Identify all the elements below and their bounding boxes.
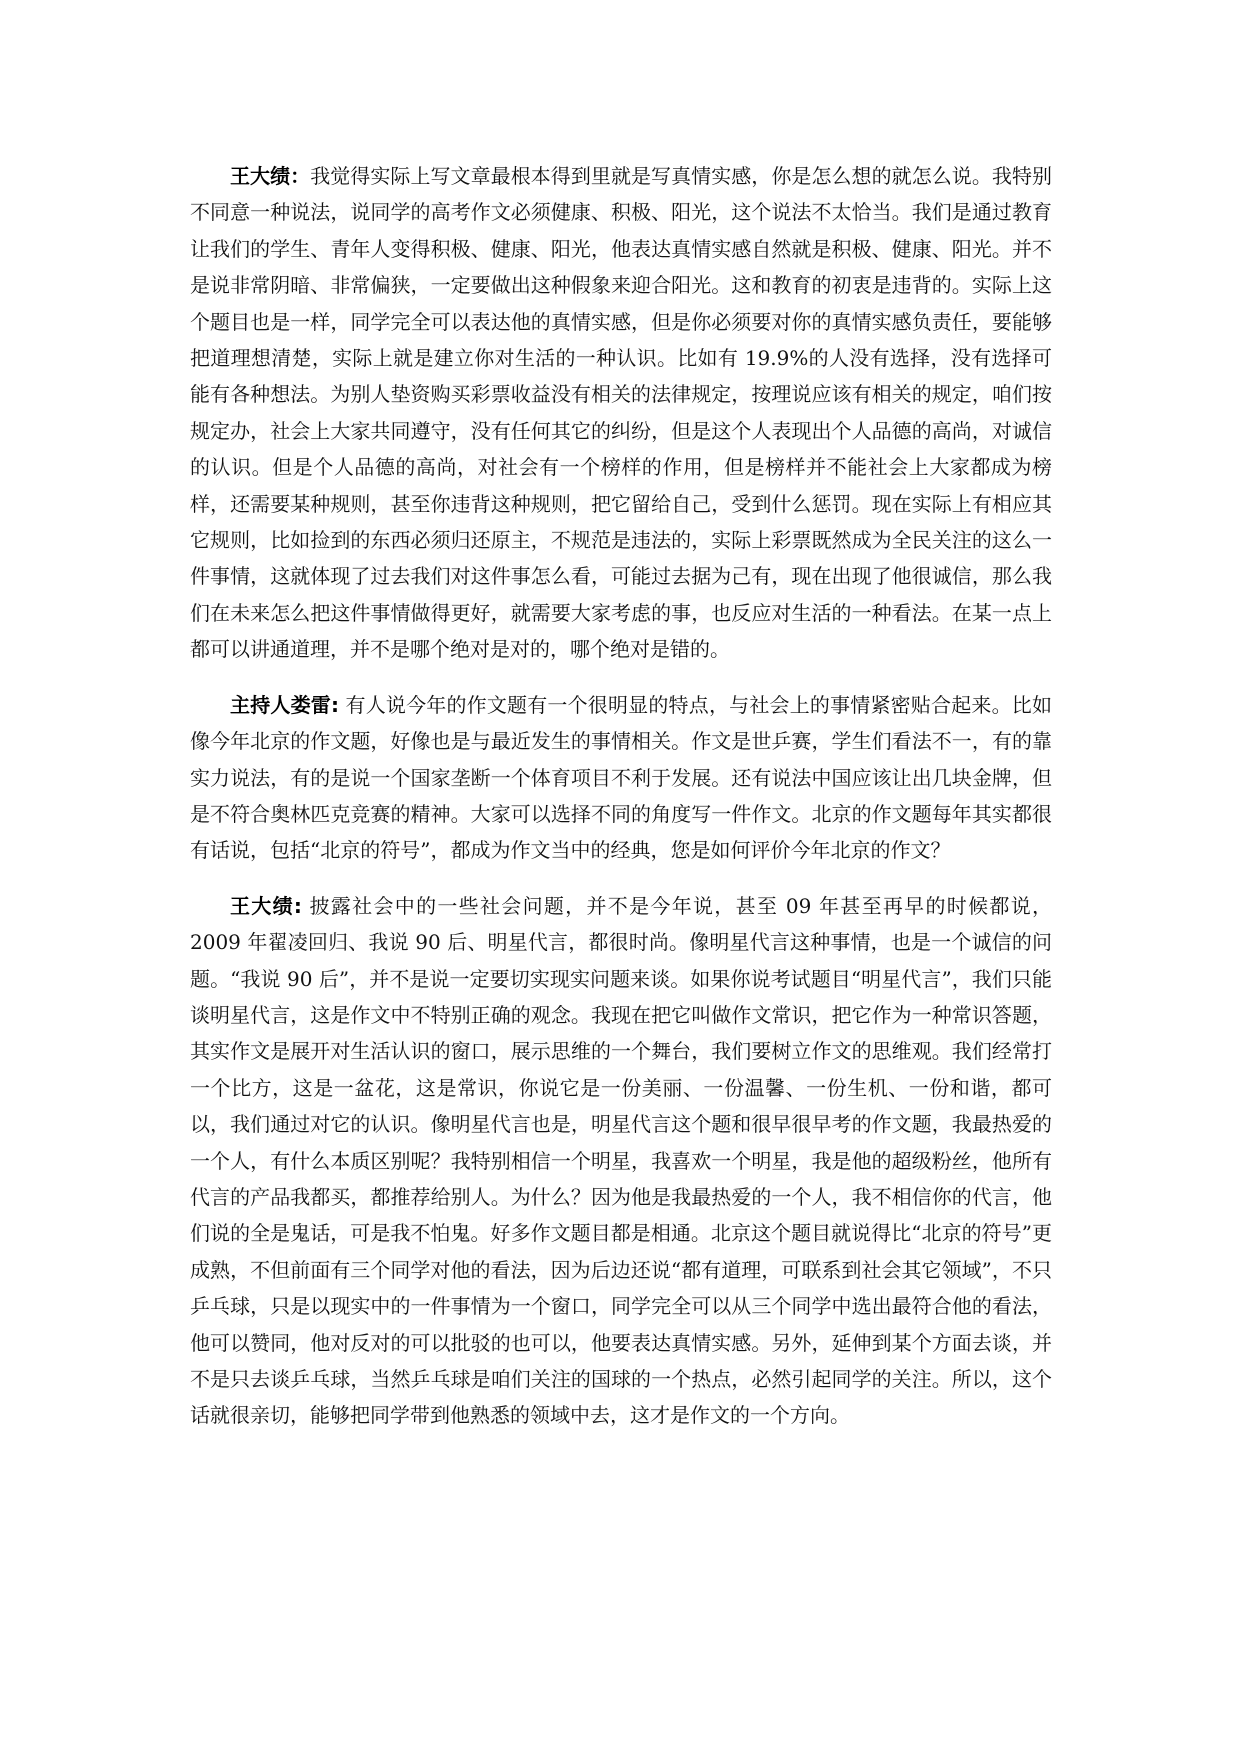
paragraph-host-lou-lei bbox=[190, 687, 1052, 869]
speaker-label: 王大绩: bbox=[230, 893, 302, 918]
paragraph-wang-dazhi-1 bbox=[190, 158, 1052, 668]
paragraph-text: 有人说今年的作文题有一个很明显的特点，与社会上的事情紧密贴合起来。比如像今年北京的作文题，好像也是与最近发生的事情相关。作文是世乒赛，学生们看法不一，有的靠实力说法，有的是说一个国家垄断一个体育项目不利于发展。还有说法中国应该让出几块金牌，但是不符合奥林匹克竞赛的精神。大家可以选择不同的角度写一件作文。北京的作文题每年其实都很有话说，包括“北京的符号”，都成为作文当中的经典，您是如何评价今年北京的作文？ bbox=[190, 692, 1052, 863]
document-body bbox=[190, 158, 1052, 1453]
speaker-label: 主持人娄雷: bbox=[230, 692, 339, 717]
paragraph-text: 我觉得实际上写文章最根本得到里就是写真情实感，你是怎么想的就怎么说。我特别不同意一种说法，说同学的高考作文必须健康、积极、阳光，这个说法不太恰当。我们是通过教育让我们的学生、青年人变得积极、健康、阳光，他表达真情实感自然就是积极、健康、阳光。并不是说非常阴暗、非常偏狭，一定要做出这种假象来迎合阳光。这和教育的初衷是违背的。实际上这个题目也是一样，同学完全可以表达他的真情实感，但是你必须要对你的真情实感负责任，要能够把道理想清楚，实际上就是建立你对生活的一种认识。比如有 19.9%的人没有选择，没有选择可能有各种想法。为别人垫资购买彩票收益没有相关的法律规定，按理说应该有相关的规定，咱们按规定办，社会上大家共同遵守，没有任何其它的纠纷，但是这个人表现出个人品德的高尚，对诚信的认识。但是个人品德的高尚，对社会有一个榜样的作用，但是榜样并不能社会上大家都成为榜样，还需要某种规则，甚至你违背这种规则，把它留给自己，受到什么惩罚。现在实际上有相应其它规则，比如捡到的东西必须归还原主，不规范是违法的，实际上彩票既然成为全民关注的这么一件事情，这就体现了过去我们对这件事怎么看，可能过去据为己有，现在出现了他很诚信，那么我们在未来怎么把这件事情做得更好，就需要大家考虑的事，也反应对生活的一种看法。在某一点上都可以讲通道理，并不是哪个绝对是对的，哪个绝对是错的。 bbox=[190, 164, 1053, 662]
paragraph-wang-dazhi-2 bbox=[190, 888, 1052, 1434]
speaker-label: 王大绩： bbox=[230, 164, 311, 188]
paragraph-text: 披露社会中的一些社会问题，并不是今年说，甚至 09 年甚至再早的时候都说，2009 年翟凌回归、我说 90 后、明星代言，都很时尚。像明星代言这种事情，也是一个诚信的问题。“我说 90 后”，并不是说一定要切实现实问题来谈。如果你说考试题目“明星代言”，我们只能谈明星代言，这是作文中不特别正确的观念。我现在把它叫做作文常识，把它作为一种常识答题，其实作文是展开对生活认识的窗口，展示思维的一个舞台，我们要树立作文的思维观。我们经常打一个比方，这是一盆花，这是常识，你说它是一份美丽、一份温馨、一份生机、一份和谐，都可以，我们通过对它的认识。像明星代言也是，明星代言这个题和很早很早考的作文题，我最热爱的一个人，有什么本质区别呢？我特别相信一个明星，我喜欢一个明星，我是他的超级粉丝，他所有代言的产品我都买，都推荐给别人。为什么？因为他是我最热爱的一个人，我不相信你的代言，他们说的全是鬼话，可是我不怕鬼。好多作文题目都是相通。北京这个题目就说得比“北京的符号”更成熟，不但前面有三个同学对他的看法，因为后边还说“都有道理，可联系到社会其它领域”，不只乒乓球，只是以现实中的一件事情为一个窗口，同学完全可以从三个同学中选出最符合他的看法，他可以赞同，他对反对的可以批驳的也可以，他要表达真情实感。另外，延伸到某个方面去谈，并不是只去谈乒乓球，当然乒乓球是咱们关注的国球的一个热点，必然引起同学的关注。所以，这个话就很亲切，能够把同学带到他熟悉的领域中去，这才是作文的一个方向。 bbox=[190, 893, 1052, 1428]
